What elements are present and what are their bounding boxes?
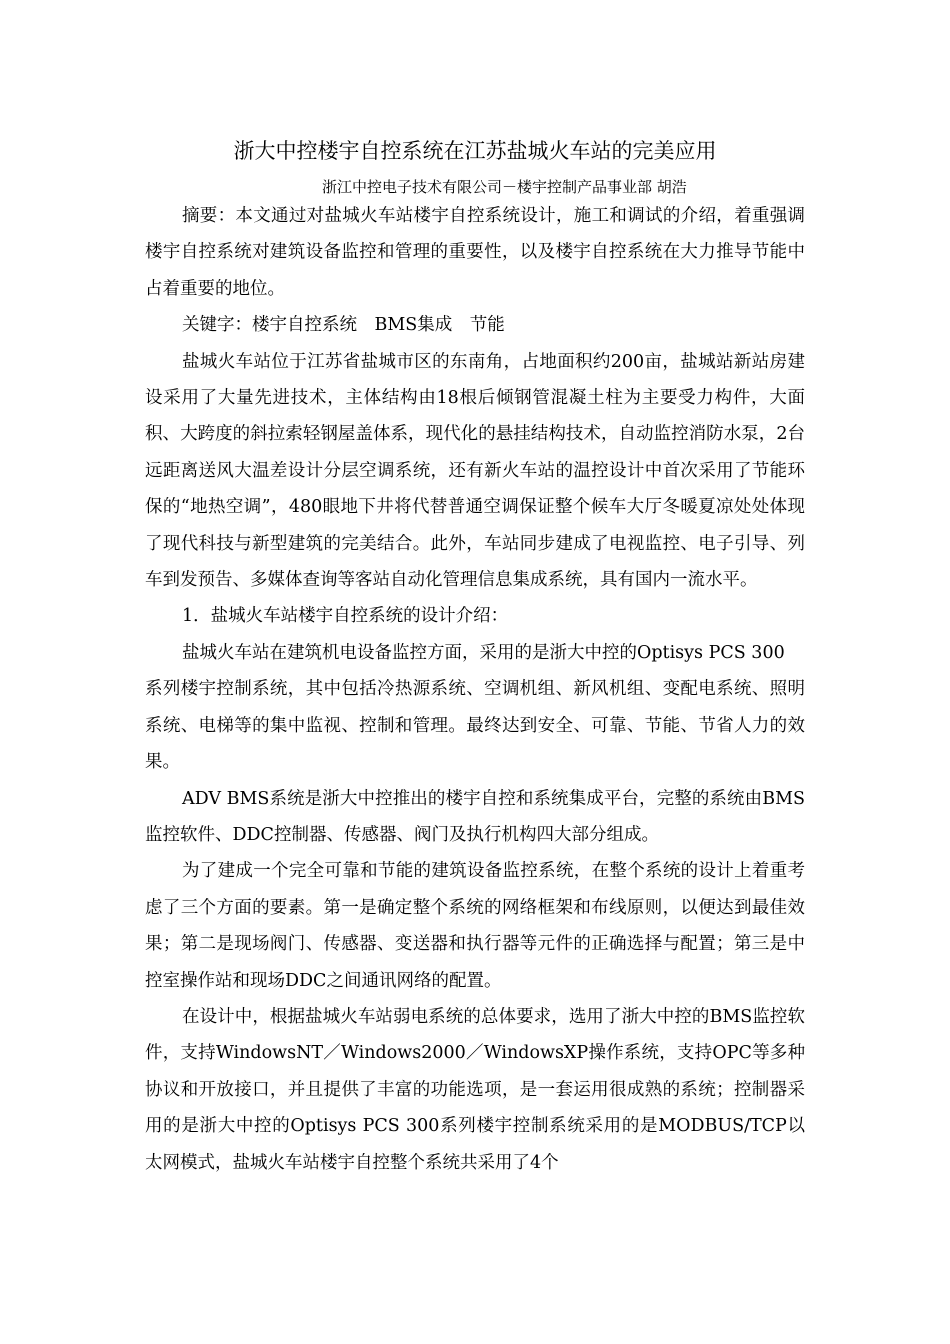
document-body — [145, 198, 805, 1181]
optisys-paragraph-continued: 系列楼宇控制系统，其中包括冷热源系统、空调机组、新风机组、变配电系统、照明系统、电梯等的集中监视、控制和管理。最终达到安全、可靠、节能、节省人力的效果。 — [145, 679, 805, 773]
software-paragraph: 在设计中，根据盐城火车站弱电系统的总体要求，选用了浙大中控的BMS监控软件，支持WindowsNT／Windows2000／WindowsXP操作系统，支持OPC等多种协议和开放接口，并且提供了丰富的功能选项，是一套运用很成熟的系统；控制器采用的是浙大中控的Optisys PCS 300系列楼宇控制系统采用的是MODBUS/TCP以太网模式，盐城火车站楼宇自控整个系统共采用了4个 — [145, 1006, 805, 1173]
author-byline: 浙江中控电子技术有限公司－楼宇控制产品事业部 胡浩 — [322, 178, 687, 196]
adv-bms-paragraph: ADV BMS系统是浙大中控推出的楼宇自控和系统集成平台，完整的系统由BMS监控软件、DDC控制器、传感器、阀门及执行机构四大部分组成。 — [145, 788, 805, 845]
keywords-paragraph: 关键字：楼宇自控系统 BMS集成 节能 — [182, 315, 505, 336]
optisys-paragraph: 盐城火车站在建筑机电设备监控方面，采用的是浙大中控的Optisys PCS 300 — [182, 642, 785, 663]
design-factors-paragraph: 为了建成一个完全可靠和节能的建筑设备监控系统，在整个系统的设计上着重考虑了三个方面的要素。第一是确定整个系统的网络框架和布线原则，以便达到最佳效果；第二是现场阀门、传感器、变送器和执行器等元件的正确选择与配置；第三是中控室操作站和现场DDC之间通讯网络的配置。 — [145, 861, 805, 991]
section-heading: 1．盐城火车站楼宇自控系统的设计介绍： — [182, 606, 509, 627]
intro-paragraph: 盐城火车站位于江苏省盐城市区的东南角，占地面积约200亩，盐城站新站房建设采用了大量先进技术，主体结构由18根后倾钢管混凝土柱为主要受力构件，大面积、大跨度的斜拉索轻钢屋盖体系，现代化的悬挂结构技术，自动监控消防水泵，2台远距离送风大温差设计分层空调系统，还有新火车站的温控设计中首次采用了节能环保的“地热空调”，480眼地下井将代替普通空调保证整个候车大厅冬暖夏凉处处体现了现代科技与新型建筑的完美结合。此外，车站同步建成了电视监控、电子引导、列车到发预告、多媒体查询等客站自动化管理信息集成系统，具有国内一流水平。 — [145, 351, 805, 591]
abstract-paragraph: 摘要：本文通过对盐城火车站楼宇自控系统设计，施工和调试的介绍，着重强调楼宇自控系统对建筑设备监控和管理的重要性，以及楼宇自控系统在大力推导节能中占着重要的地位。 — [145, 206, 805, 299]
document-title: 浙大中控楼宇自控系统在江苏盐城火车站的完美应用 — [233, 139, 717, 163]
